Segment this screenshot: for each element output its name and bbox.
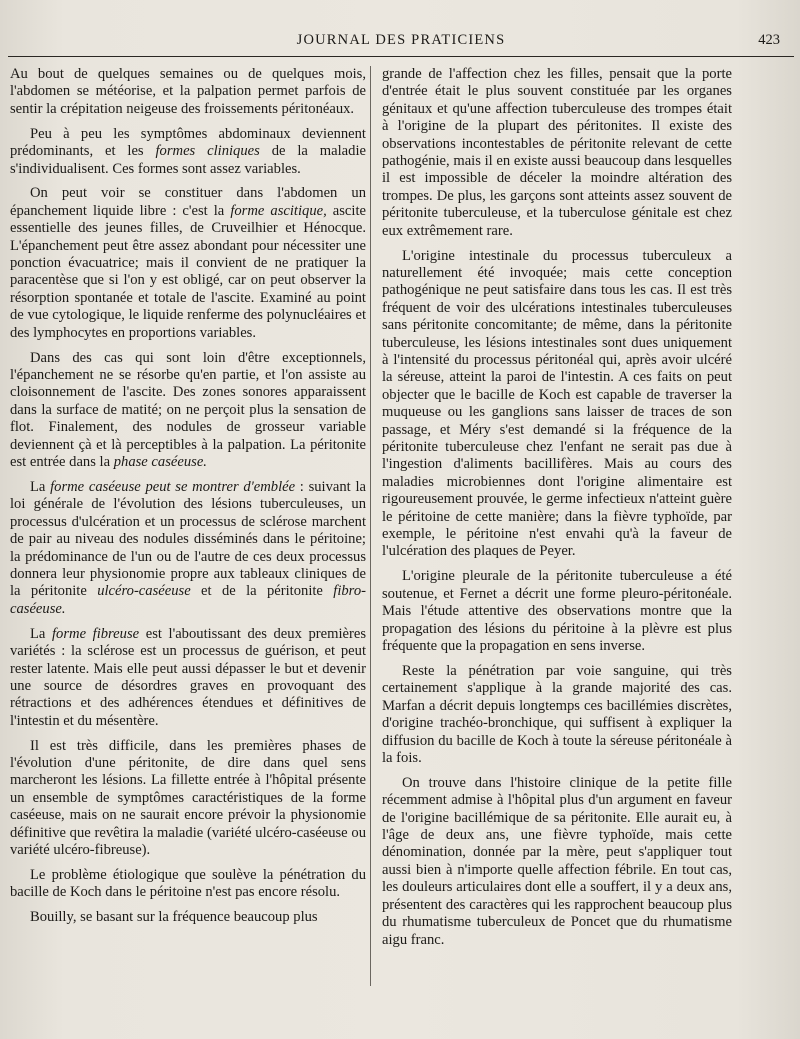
running-title: JOURNAL DES PRATICIENS (296, 32, 506, 48)
italic-term: formes cliniques (155, 143, 260, 160)
italic-term: phase caséeuse. (113, 454, 207, 471)
page-number: 423 (758, 32, 780, 48)
paragraph (10, 738, 366, 860)
paragraph (382, 775, 732, 949)
paragraph-text: Dans des cas qui sont loin d'être exceptionnels, l'épanchement ne se résorbe qu'en partie, et l'on assiste au cloisonnement de l'ascite. Des zones sonores apparaissent dans la surface de matité; on ne perçoit plus la sensation de flot. Finalement, des nodules de grosseur variable deviennent çà et là perceptibles à la palpation. La péritonite est entrée dans la (10, 349, 366, 471)
paragraph-text: On peut voir se constituer dans l'abdomen un épanchement liquide libre : c'est la (10, 185, 366, 219)
italic-term: forme ascitique, (230, 202, 327, 219)
paragraph-text: L'origine intestinale du processus tuberculeux a naturellement été invoquée; mais cette conception pathogénique ne peut satisfaire dans tous les cas. Il est très fréquent de voir des ulcérations intestinales tuberculeuses sans péritonite concomitante; de même, dans la péritonite tuberculeuse, les lésions intestinales sont dues uniquement à l'intensité du processus péritonéal qui, après avoir ulcéré la séreuse, atteint la paroi de l'intestin. A ces faits on peut objecter que le bacille de Koch est capable de traverser la muqueuse ou les ganglions sans laisser de traces de son passage, et Méry s'est demandé si la fréquence de la péritonite tuberculeuse chez l'enfant ne serait pas due à l'ingestion d'aliments bacillifères. Mais au cours des maladies microbiennes dont l'origine alimentaire est rigoureusement prouvée, le germe infectieux n'atteint guère le péritoine de cette manière; dans la fièvre typhoïde, par exemple, le péritoine n'est envahi qu'à la faveur de l'ulcération des plaques de Peyer. (382, 247, 732, 560)
italic-term: ulcéro-caséeuse (97, 583, 191, 600)
right-column (382, 66, 732, 956)
paragraph (382, 248, 732, 561)
paragraph-text: Bouilly, se basant sur la fréquence beaucoup plus (30, 909, 318, 926)
paragraph (382, 663, 732, 767)
page-header (8, 30, 794, 52)
column-divider (370, 66, 371, 986)
paragraph-text: L'origine pleurale de la péritonite tuberculeuse a été soutenue, et Fernet a décrit une forme pleuro-péritonéale. Mais l'étude attentive des observations montre que la propagation des lésions du péritoine à la plèvre est plus fréquente que la propagation en sens inverse. (382, 568, 732, 654)
paragraph (10, 126, 366, 178)
paragraph-text: Au bout de quelques semaines ou de quelques mois, l'abdomen se météorise, et la palpation permet parfois de sentir la crépitation neigeuse des froissements péritonéaux. (10, 66, 366, 117)
paragraph (10, 350, 366, 472)
paragraph (10, 185, 366, 342)
paragraph-text: Il est très difficile, dans les premières phases de l'évolution d'une péritonite, de dire dans quel sens marcheront les lésions. La fillette entrée à l'hôpital présente un ensemble de symptômes caractéristiques de la forme caséeuse, mais on ne saurait encore prévoir la physionomie définitive que revêtira la maladie (variété ulcéro-caséeuse ou variété ulcéro-fibreuse). (10, 737, 366, 859)
header-rule (8, 56, 794, 57)
paragraph-text: Reste la pénétration par voie sanguine, qui très certainement s'applique à la grande majorité des cas. Marfan a décrit depuis longtemps ces bacillémies discrètes, d'origine trachéo-bronchique, qui suffisent à expliquer la diffusion du bacille de Koch à toute la séreuse péritonéale à la fois. (382, 662, 732, 766)
paragraph-text: de la maladie s'individualisent. Ces formes sont assez variables. (10, 143, 366, 177)
paragraph-text: : suivant la loi générale de l'évolution des lésions tuberculeuses, un processus d'ulcération et un processus de sclérose marchent de pair au niveau des nodules disséminés dans le péritoine; la prédominance de l'un ou de l'autre de ces deux processus donnera leur physionomie propre aux tableaux cliniques de la péritonite (10, 478, 366, 600)
paragraph-text: et de la péritonite (190, 583, 334, 600)
left-column (10, 66, 366, 934)
paragraph (382, 568, 732, 655)
paragraph (10, 909, 366, 926)
paragraph-text: grande de l'affection chez les filles, pensait que la porte d'entrée était le plus souvent constituée par les organes génitaux et qu'une affection tuberculeuse des trompes était à l'origine de la plupart des péritonites. Il existe des observations incontestables de péritonite relevant de cette pathogénie, mais il en existe aussi beaucoup dans lesquelles il est impossible de déceler la moindre altération des trompes. De plus, les garçons sont atteints assez souvent de péritonite tuberculeuse, et la tuberculose génitale est chez eux extrêmement rare. (382, 66, 732, 239)
paragraph (382, 66, 732, 240)
paragraph-text: ascite essentielle des jeunes filles, de Cruveilhier et Hénocque. L'épanchement peut être assez abondant pour nécessiter une ponction évacuatrice; mais il convient de ne pratiquer la paracentèse que si l'on y est obligé, car on peut observer la résorption spontanée et totale de l'ascite. Examiné au point de vue cytologique, le liquide renferme des polynucléaires et des lymphocytes en proportions variables. (10, 202, 366, 341)
italic-term: fibro-caséeuse. (10, 583, 366, 617)
paragraph-text: Le problème étiologique que soulève la pénétration du bacille de Koch dans le péritoine n'est pas encore résolu. (10, 866, 366, 901)
italic-term: forme caséeuse peut se montrer d'emblée (50, 478, 296, 495)
italic-term: forme fibreuse (52, 625, 140, 642)
paragraph-text: Peu à peu les symptômes abdominaux deviennent prédominants, et les (10, 125, 366, 160)
paragraph-text: La (30, 478, 51, 495)
paragraph-text: La (30, 625, 52, 642)
paragraph-text: On trouve dans l'histoire clinique de la petite fille récemment admise à l'hôpital plus d'un argument en faveur de l'origine bacillémique de sa péritonite. Elle aurait eu, à l'âge de deux ans, une fièvre typhoïde, mais cette dénomination, donnée par la mère, peut s'appliquer tout aussi bien à n'importe quelle affection fébrile. En tout cas, les douleurs articulaires dont elle a souffert, il y a deux ans, présentent des caractères qui les rapprochent beaucoup plus du rhumatisme tuberculeux de Poncet que du rhumatisme aigu franc. (382, 774, 732, 948)
paragraph (10, 66, 366, 118)
paragraph (10, 479, 366, 618)
paragraph-text: est l'aboutissant des deux premières variétés : la sclérose est un processus de guérison, et peut rester latente. Mais elle peut aussi dépasser le but et devenir une source de désordres graves en provoquant des rétractions et des adhérences étendues et définitives de l'intestin et du mésentère. (10, 625, 367, 729)
paragraph (10, 867, 366, 902)
paragraph (10, 626, 366, 730)
